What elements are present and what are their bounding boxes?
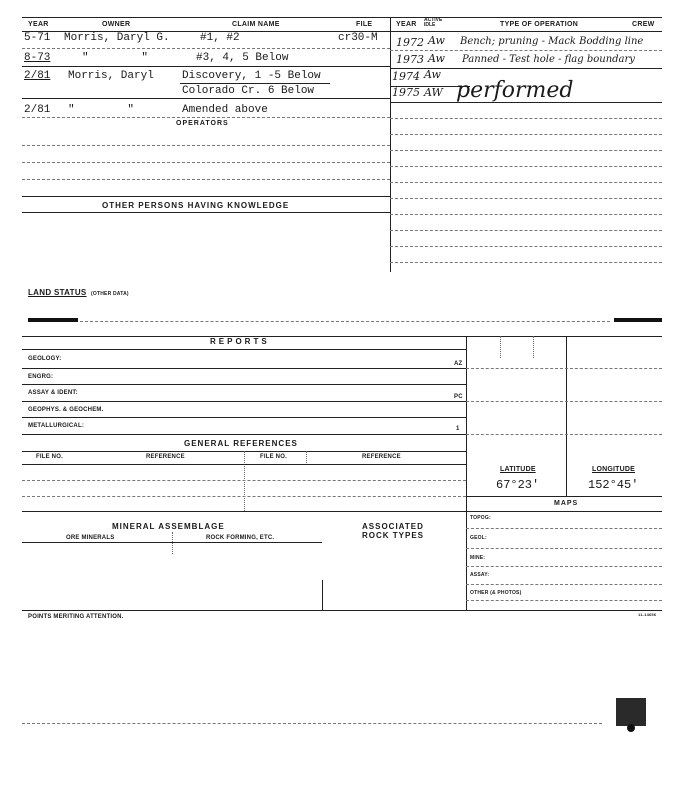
ore-minerals-header: ORE MINERALS [66,535,115,541]
longitude-label: LONGITUDE [592,466,636,473]
other-persons-label: OTHER PERSONS HAVING KNOWLEDGE [102,201,290,210]
operation-row-4-active: AW [424,86,443,99]
engrg-label: ENGRG: [28,374,54,380]
operators-label: OPERATORS [176,120,229,127]
owner-row-4-claim: Colorado Cr. 6 Below [182,85,315,97]
geology-label: GEOLOGY: [28,356,62,362]
general-references-heading: GENERAL REFERENCES [184,439,298,448]
geology-code: AZ [454,361,463,367]
assay-code: PC [454,394,463,400]
assay-map-label: ASSAY: [470,572,490,578]
operation-row-1-active: Aw [428,34,445,47]
operation-row-1-year: 1972 [396,36,424,49]
owner-row-1-owner: Morris, Daryl G. [64,32,170,44]
col-year-header: YEAR [28,21,49,28]
owner-row-3-claim: Discovery, 1 -5 Below [182,70,321,82]
owner-row-2-owner: " " [82,52,149,64]
geol-label: GEOL: [470,535,487,541]
metallurgical-label: METALLURGICAL: [28,423,85,429]
col-claim-name-header: CLAIM NAME [232,21,280,28]
operation-row-2-type: Panned - Test hole - flag boundary [462,54,635,65]
reference2-header: REFERENCE [362,454,401,460]
mine-label: MINE: [470,555,486,561]
col-owner-header: OWNER [102,21,131,28]
owner-row-5-owner: " " [68,104,135,116]
scan-blot [616,698,646,726]
operation-row-4-type: performed [456,78,574,103]
form-number: 11-14656 [638,612,657,617]
points-meriting-attention-label: POINTS MERITING ATTENTION. [28,614,124,620]
owner-row-3-owner: Morris, Daryl [68,70,154,82]
reports-heading: REPORTS [210,337,270,346]
associated-rock-types-label: ASSOCIATED ROCK TYPES [362,522,425,540]
assay-ident-label: ASSAY & IDENT: [28,390,78,396]
topog-label: TOPOG: [470,515,491,521]
latitude-value: 67°23' [496,478,540,492]
col-type-operation-header: TYPE OF OPERATION [500,21,579,28]
owner-row-1-file: cr30-M [338,32,378,44]
land-status-title: LAND STATUS [28,288,87,297]
scan-blot-dot [627,724,635,732]
metallurgical-code: 1 [456,426,460,432]
owner-row-2-year: 8-73 [24,52,51,64]
owner-row-3-year: 2/81 [24,70,51,82]
operation-row-1-type: Bench; pruning - Mack Bodding line [460,36,644,47]
geophys-label: GEOPHYS. & GEOCHEM. [28,407,104,413]
operation-row-2-year: 1973 [396,53,424,66]
owner-row-1-claim: #1, #2 [200,32,240,44]
owner-row-1-year: 5-71 [24,32,51,44]
redaction-mark-left [28,318,78,322]
owner-row-2-claim: #3, 4, 5 Below [196,52,289,64]
operation-row-2-active: Aw [428,52,445,65]
col-file-header: FILE [356,21,373,28]
latitude-label: LATITUDE [500,466,536,473]
land-status-note: (OTHER DATA) [91,291,129,297]
mineral-assemblage-heading: MINERAL ASSEMBLAGE [112,522,225,531]
land-status-label [28,282,129,300]
reference-header: REFERENCE [146,454,185,460]
owner-row-5-year: 2/81 [24,104,51,116]
operation-row-4-year: 1975 [392,86,420,99]
owner-row-5-claim: Amended above [182,104,268,116]
operation-row-3-active: Aw [424,68,441,81]
file-no-header: FILE NO. [36,454,63,460]
col-year2-header: YEAR [396,21,417,28]
longitude-value: 152°45' [588,478,639,492]
redaction-mark-right [614,318,662,322]
other-photos-label: OTHER (& PHOTOS) [470,590,522,596]
col-crew-header: CREW [632,21,655,28]
operation-row-3-year: 1974 [392,70,420,83]
col-active-idle-header: ACTIVE IDLE [424,17,443,28]
rock-forming-header: ROCK FORMING, ETC. [206,535,275,541]
file-no2-header: FILE NO. [260,454,287,460]
maps-heading: MAPS [554,500,579,507]
